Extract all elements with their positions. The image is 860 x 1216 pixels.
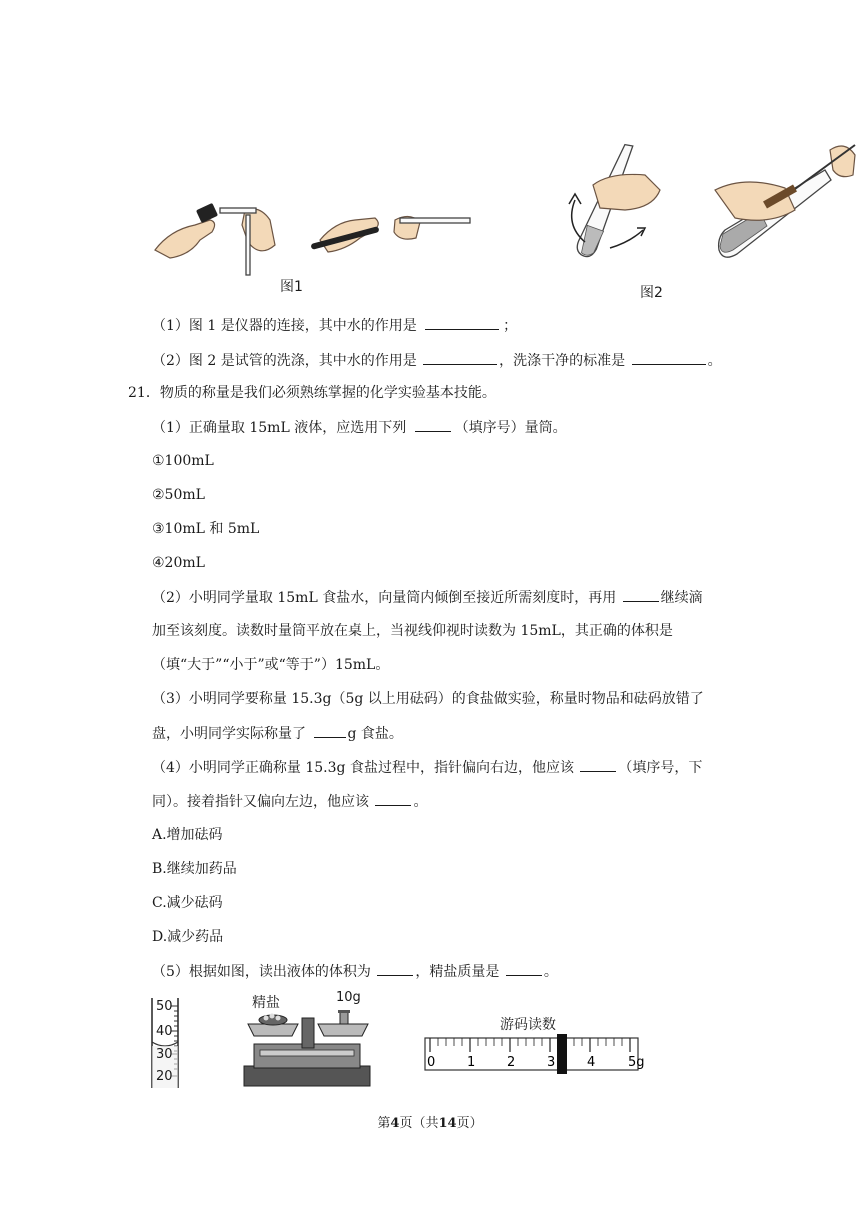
q21-part-5-end: 。	[543, 964, 558, 980]
q20-part-2-text2: ，洗涤干净的标准是	[499, 353, 626, 369]
action-option-c: C.减少砝码	[152, 895, 223, 911]
rider-scale-ruler	[424, 1034, 645, 1074]
q21-part-4-line-2a: 同）。接着指针又偏向左边，他应该	[152, 794, 369, 810]
footer-page-number: 4	[390, 1116, 400, 1131]
cylinder-tick-40: 40	[156, 1024, 173, 1039]
q21-part-4-line-1b: （填序号，下	[618, 760, 703, 776]
rider-tick-label: 4	[587, 1055, 596, 1070]
q20-part-1-text: （1）图 1 是仪器的连接，其中水的作用是	[152, 318, 417, 334]
cylinder-tick-30: 30	[156, 1047, 173, 1062]
action-option-b: B.继续加药品	[152, 861, 237, 877]
graduated-cylinder	[148, 996, 198, 1091]
rider-scale-figure	[424, 1012, 644, 1074]
q21-part-5-text2: ，精盐质量是	[415, 964, 500, 980]
rider-scale-title: 游码读数	[500, 1017, 556, 1033]
q21-part-3-line-2b: g 食盐。	[347, 726, 403, 742]
cylinder-option-2: ②50mL	[152, 487, 205, 503]
action-option-d: D.减少药品	[152, 929, 224, 945]
cylinder-option-4: ④20mL	[152, 555, 205, 571]
q21-part-2-line-3: （填“大于”“小于”或“等于”）15mL。	[152, 657, 390, 673]
rider-tick-label: 3	[547, 1055, 556, 1070]
footer-post: 页）	[456, 1116, 483, 1131]
q21-part-5	[152, 961, 558, 982]
q21-part-4-blank-2[interactable]	[375, 791, 411, 806]
q20-part-2-end: 。	[707, 353, 722, 369]
rider-tick-label: 2	[507, 1055, 516, 1070]
balance-right-label: 10g	[336, 990, 361, 1005]
q21-part-4-line-2b: 。	[413, 794, 428, 810]
q20-part-1	[152, 315, 517, 336]
q21-part-5-text1: （5）根据如图，读出液体的体积为	[152, 964, 371, 980]
q20-part-2-text1: （2）图 2 是试管的洗涤，其中水的作用是	[152, 353, 417, 369]
q21-stem: 21．物质的称量是我们必须熟练掌握的化学实验基本技能。	[128, 385, 496, 401]
q21-part-4-line-1a: （4）小明同学正确称量 15.3g 食盐过程中，指针偏向右边，他应该	[152, 760, 574, 776]
rider-tick-label: 5g	[628, 1055, 645, 1070]
q21-part-2-blank[interactable]	[623, 587, 659, 602]
q20-part-1-end: ；	[503, 318, 518, 334]
q20-part-2-blank-1[interactable]	[423, 350, 497, 365]
figure-2	[555, 130, 860, 305]
cylinder-option-1: ①100mL	[152, 453, 214, 469]
q21-part-4-line-1	[152, 757, 702, 778]
figure-2-label: 图2	[640, 285, 663, 301]
page-footer	[0, 1112, 860, 1131]
rider-tick-label: 1	[467, 1055, 476, 1070]
cylinder-tick-20: 20	[156, 1069, 173, 1084]
q21-part-4-blank-1[interactable]	[580, 757, 616, 772]
q21-part-2-line-1	[152, 587, 703, 608]
cylinder-option-3: ③10mL 和 5mL	[152, 521, 260, 537]
q21-part-1-text: （1）正确量取 15mL 液体，应选用下列	[152, 420, 407, 436]
q21-part-3-line-2a: 盘，小明同学实际称量了	[152, 726, 306, 742]
q20-part-2-blank-2[interactable]	[632, 350, 706, 365]
figure-1	[150, 180, 490, 300]
figure-2-drawing	[555, 130, 860, 305]
action-option-a: A.增加砝码	[152, 827, 223, 843]
q21-part-3-line-1: （3）小明同学要称量 15.3g（5g 以上用砝码）的食盐做实验，称量时物品和砝码放错了	[152, 691, 704, 707]
rider-marker	[557, 1034, 567, 1074]
q21-part-3-line-2	[152, 723, 403, 744]
footer-mid: 页（共	[399, 1116, 439, 1131]
figure-1-label: 图1	[280, 279, 303, 295]
q21-part-1-blank[interactable]	[415, 417, 451, 432]
footer-total-pages: 14	[438, 1116, 457, 1131]
q21-part-2-line-1b: 继续滴	[660, 590, 703, 606]
q21-part-1-end: （填序号）量筒。	[454, 420, 567, 436]
q20-part-1-blank[interactable]	[425, 315, 499, 330]
q21-part-1	[152, 417, 567, 438]
footer-pre: 第	[377, 1116, 391, 1131]
figure-1-drawing	[150, 180, 490, 300]
balance-figure	[240, 988, 375, 1090]
q21-part-2-line-1a: （2）小明同学量取 15mL 食盐水，向量筒内倾倒至接近所需刻度时，再用	[152, 590, 617, 606]
balance-left-label: 精盐	[252, 995, 280, 1011]
q21-part-3-blank[interactable]	[314, 723, 346, 738]
q21-part-5-blank-1[interactable]	[377, 961, 413, 976]
cylinder-tick-50: 50	[156, 999, 173, 1014]
q21-part-4-line-2	[152, 791, 427, 812]
q21-part-2-line-2: 加至该刻度。读数时量筒平放在桌上，当视线仰视时读数为 15mL，其正确的体积是	[152, 623, 673, 639]
rider-tick-label: 0	[427, 1055, 436, 1070]
q21-part-5-blank-2[interactable]	[506, 961, 542, 976]
q20-part-2	[152, 350, 722, 371]
